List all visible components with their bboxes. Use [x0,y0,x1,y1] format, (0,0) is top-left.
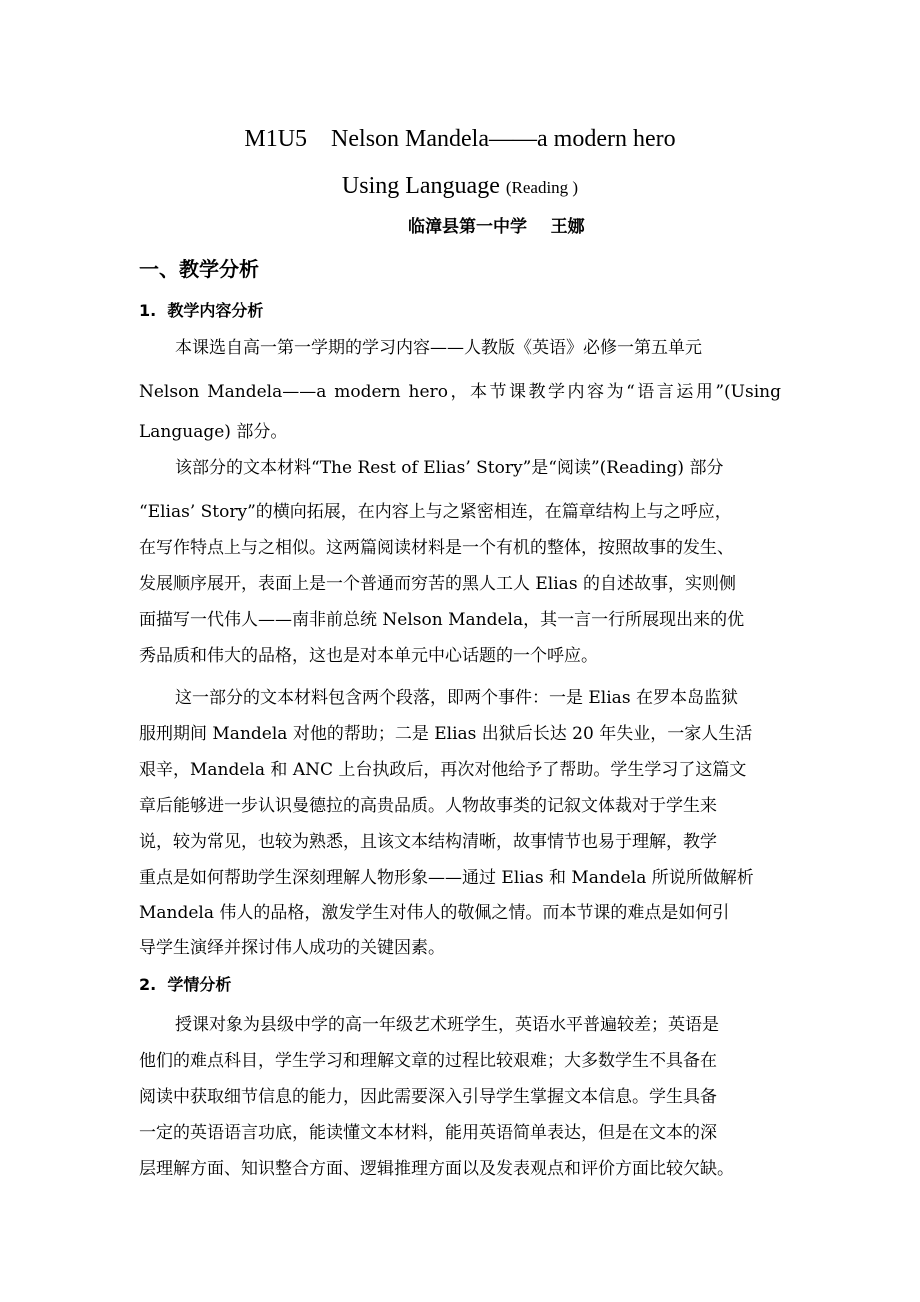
paragraph-line: 阅读中获取细节信息的能力，因此需要深入引导学生掌握文本信息。学生具备 [139,1087,717,1107]
paragraph-line: 层理解方面、知识整合方面、逻辑推理方面以及发表观点和评价方面比较欠缺。 [139,1159,734,1179]
paragraph-line: 服刑期间 Mandela 对他的帮助；二是 Elias 出狱后长达 20 年失业，一家人生活 [139,724,753,744]
subtitle-main: Using Language [341,173,506,199]
paragraph-line: 面描写一代伟人——南非前总统 Nelson Mandela，其一言一行所展现出来的优 [139,610,745,630]
paragraph-line: 他们的难点科目，学生学习和理解文章的过程比较艰难；大多数学生不具备在 [139,1051,717,1071]
paragraph-line: Mandela 伟人的品格，激发学生对伟人的敬佩之情。而本节课的难点是如何引 [139,903,730,923]
paragraph-line: 重点是如何帮助学生深刻理解人物形象——通过 Elias 和 Mandela 所说所做解析 [139,868,754,888]
subtitle-small: (Reading ) [505,178,579,197]
paragraph-line: 在写作特点上与之相似。这两篇阅读材料是一个有机的整体，按照故事的发生、 [139,538,734,558]
paragraph-line: 秀品质和伟大的品格，这也是对本单元中心话题的一个呼应。 [139,646,598,666]
paragraph-line: 说，较为常见，也较为熟悉，且该文本结构清晰，故事情节也易于理解，教学 [139,832,717,852]
paragraph-line: 发展顺序展开，表面上是一个普通而穷苦的黑人工人 Elias 的自述故事，实则侧 [139,574,736,594]
paragraph-line: 章后能够进一步认识曼德拉的高贵品质。人物故事类的记叙文体裁对于学生来 [139,796,717,816]
paragraph-line: 导学生演绎并探讨伟人成功的关键因素。 [139,938,445,958]
paragraph-line: 艰辛，Mandela 和 ANC 上台执政后，再次对他给予了帮助。学生学习了这篇文 [139,760,747,780]
document-title: M1U5 Nelson Mandela——a modern hero [244,126,676,152]
paragraph-line: 该部分的文本材料“The Rest of Elias’ Story”是“阅读”(Reading) 部分 [175,458,724,478]
paragraph-line: “Elias’ Story”的横向拓展，在内容上与之紧密相连，在篇章结构上与之呼应， [139,502,732,522]
paragraph-line: 本课选自高一第一学期的学习内容——人教版《英语》必修一第五单元 [175,338,702,358]
subsection-heading-student-analysis: 2. 学情分析 [139,975,232,994]
paragraph-line: 一定的英语语言功底，能读懂文本材料，能用英语简单表达，但是在文本的深 [139,1123,717,1143]
paragraph-line: 这一部分的文本材料包含两个段落，即两个事件：一是 Elias 在罗本岛监狱 [175,688,738,708]
subsection-heading-content-analysis: 1. 教学内容分析 [139,301,264,320]
document-subtitle [0,169,920,205]
paragraph-line: Nelson Mandela——a modern hero，本节课教学内容为“语言运用”(Using [139,382,781,402]
author-line: 临漳县第一中学 王娜 [408,217,585,237]
section-heading: 一、教学分析 [139,257,259,281]
paragraph-line: 授课对象为县级中学的高一年级艺术班学生，英语水平普遍较差；英语是 [175,1015,719,1035]
paragraph-line: Language) 部分。 [139,422,288,442]
